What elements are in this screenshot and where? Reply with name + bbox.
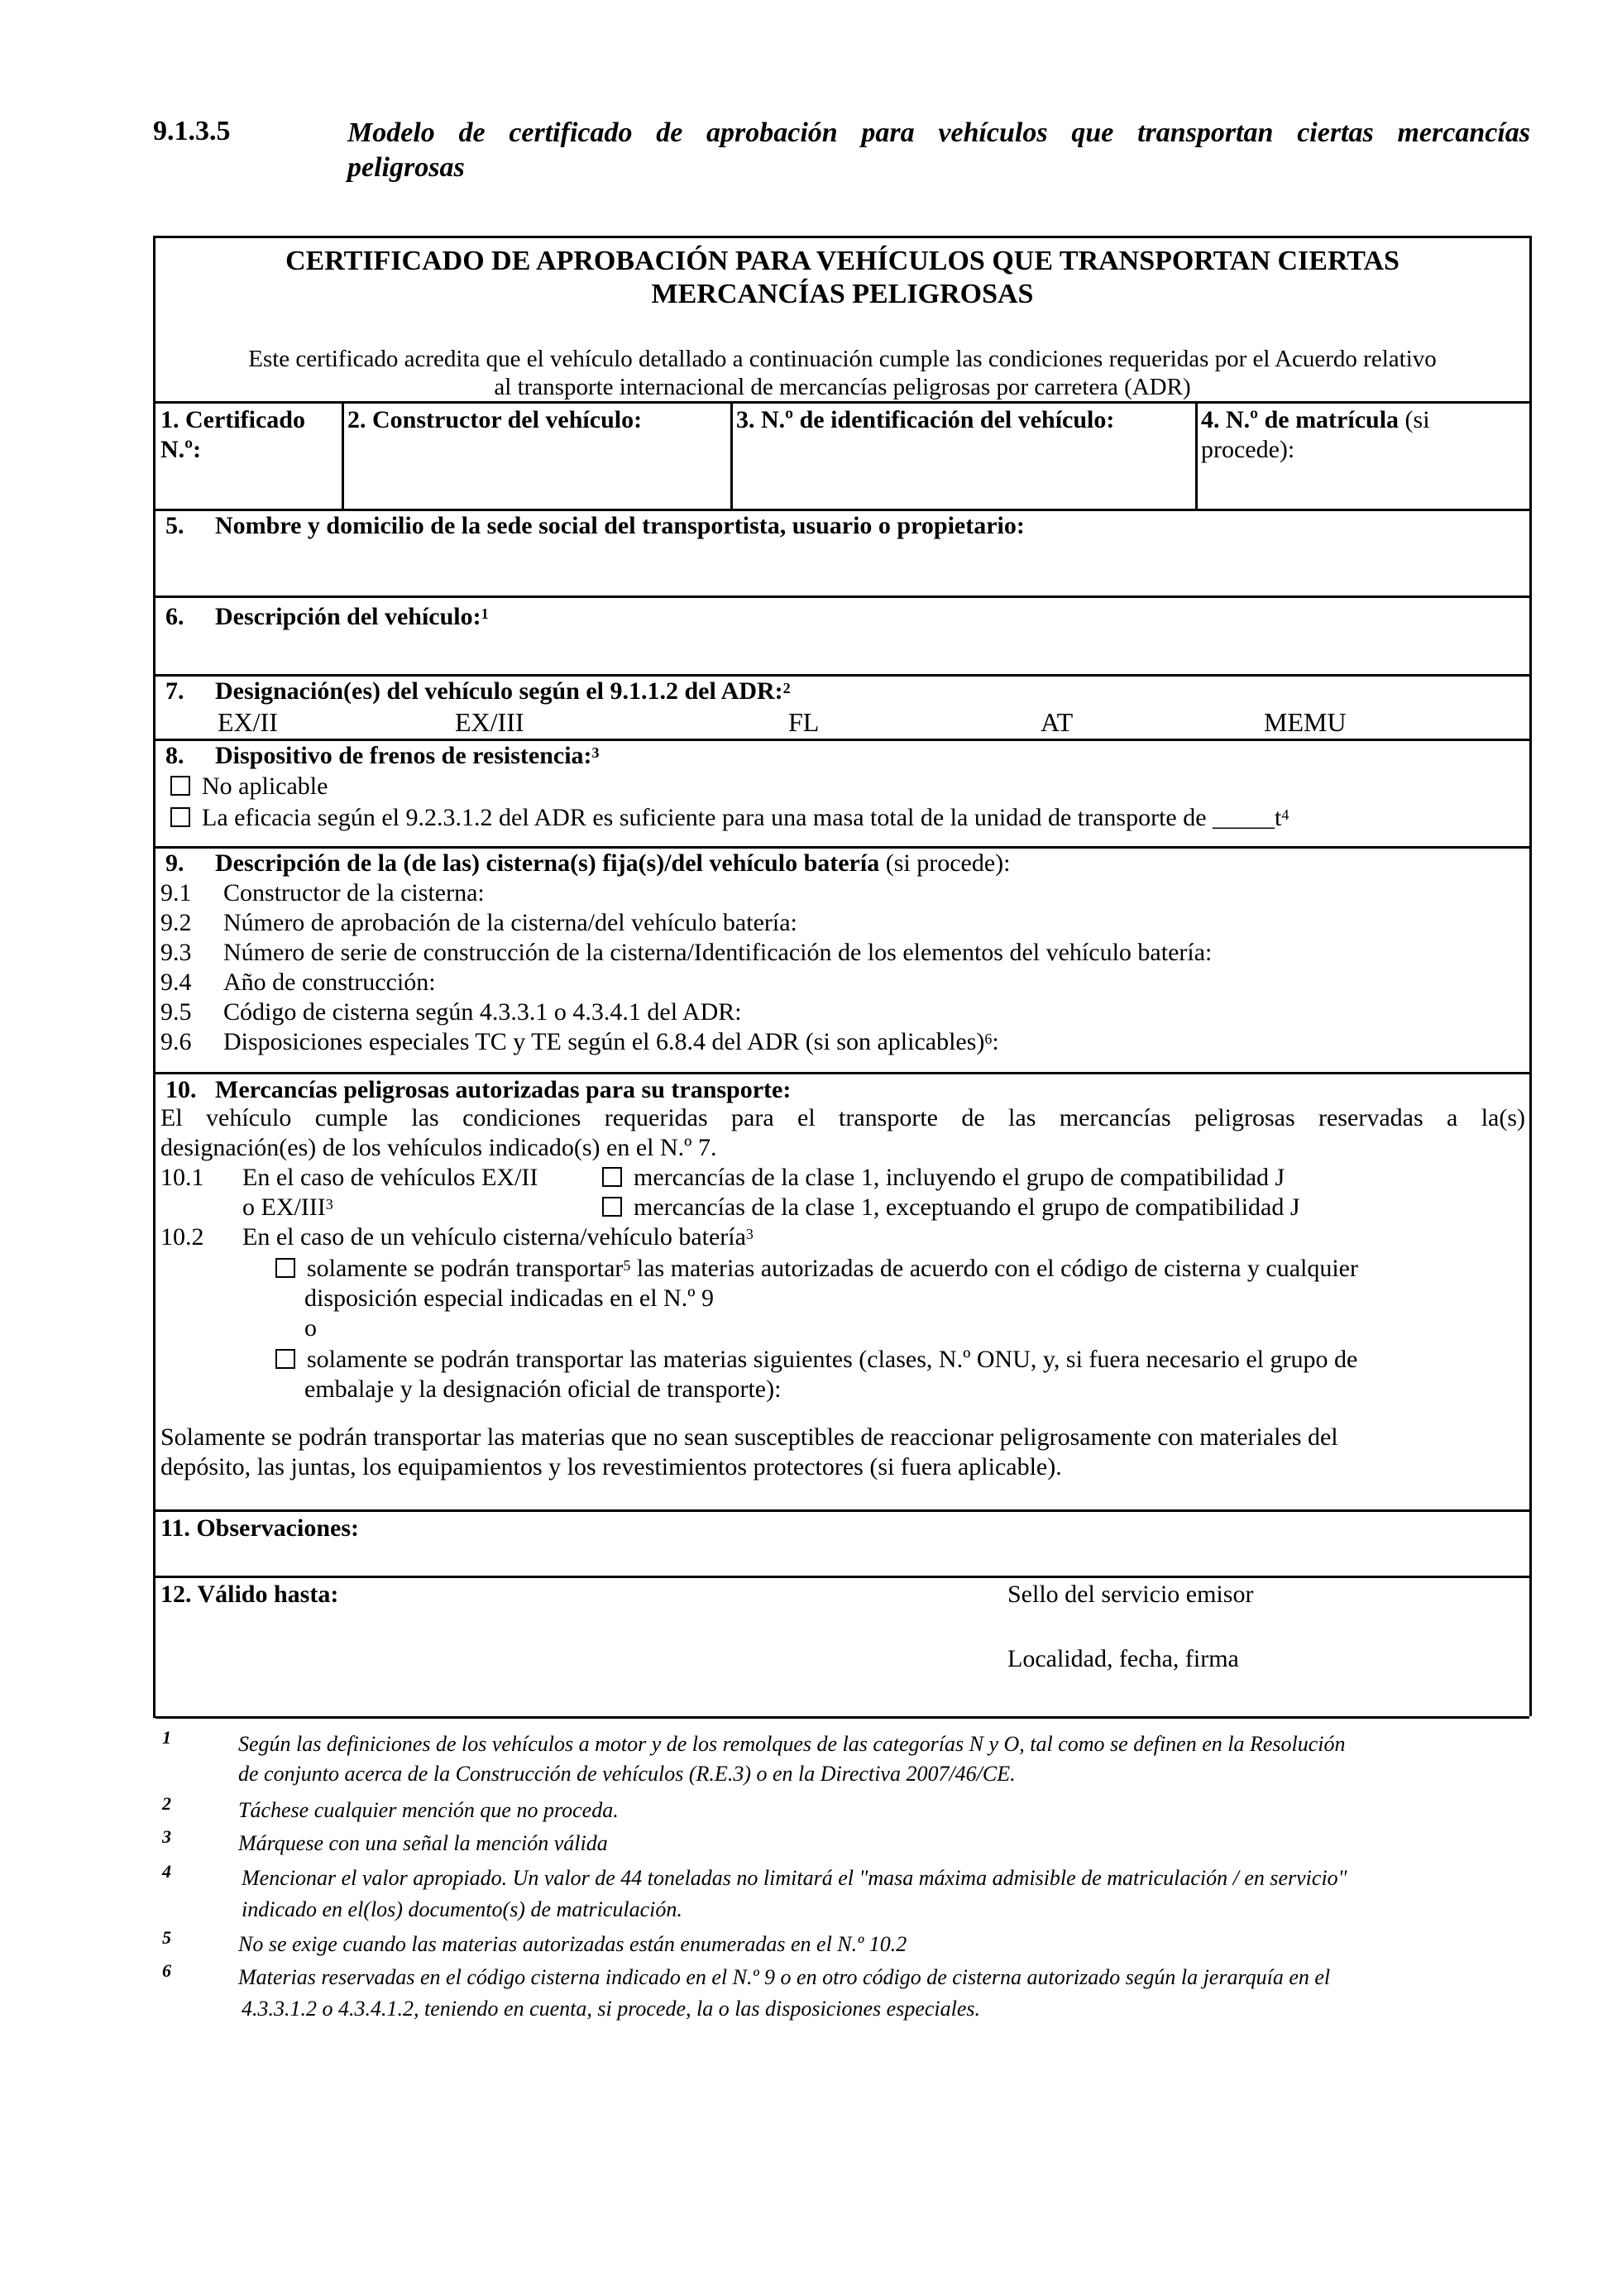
field-10-1-number: 10.1 (160, 1164, 204, 1191)
divider (156, 596, 1529, 598)
option-label-a: solamente se podrán transportar (307, 1255, 624, 1282)
field-7-label (215, 677, 791, 706)
footnote-2-line1: Táchese cualquier mención que no proceda. (238, 1798, 619, 1822)
field-4-label-bold: 4. N.º de matrícula (1201, 406, 1400, 433)
field-10-1-label-line2 (242, 1193, 333, 1222)
section-title (347, 116, 1530, 185)
field-9-6-label: Disposiciones especiales TC y TE según el 6.8.4 del ADR (si son aplicables)$^6$: (223, 1028, 999, 1055)
field-6-label (215, 602, 489, 632)
option-label: La eficacia según el 9.2.3.1.2 del ADR es suficiente para una masa total de la unidad de transporte de _____t (202, 804, 1282, 831)
divider (156, 1072, 1529, 1074)
designation-memu[interactable]: MEMU (1264, 707, 1347, 737)
footnote-3-number: 3 (162, 1826, 171, 1847)
field-8-label (215, 741, 600, 771)
intro-line2: al transporte internacional de mercancías peligrosas por carretera (ADR) (494, 374, 1191, 400)
designation-exii[interactable]: EX/II (218, 707, 278, 737)
option-label-b: las materias autorizadas de acuerdo con el código de cisterna y cualquier (630, 1255, 1358, 1282)
footnote-4-line2: indicado en el(los) documento(s) de matriculación. (242, 1897, 682, 1921)
field-9-4-label: Año de construcción: (223, 969, 436, 996)
field-9-label (215, 849, 1010, 878)
field-9-6-number: 9.6 (160, 1028, 192, 1055)
field-6-number: 6. (165, 603, 184, 630)
field-10-note-line1: Solamente se podrán transportar las materias que no sean susceptibles de reaccionar peligrosamente con materiales del (160, 1423, 1338, 1451)
field-8-text: Dispositivo de frenos de resistencia: (215, 742, 592, 769)
designation-exiii[interactable]: EX/III (455, 707, 524, 737)
section-title-line1: Modelo de certificado de aprobación para vehículos que transportan ciertas mercancías (347, 117, 1530, 148)
certificate-heading-line2: MERCANCÍAS PELIGROSAS (651, 279, 1034, 309)
footnote-5-line1: No se exige cuando las materias autorizadas están enumeradas en el N.º 10.2 (238, 1932, 907, 1956)
designation-fl[interactable]: FL (788, 707, 820, 737)
footnote-ref: 6 (984, 1031, 993, 1047)
option-label: No aplicable (202, 773, 328, 800)
field-10-text-line1: El vehículo cumple las condiciones requeridas para el transporte de las mercancías peligrosas reservadas a la(s) (160, 1104, 1525, 1131)
footnote-ref: 3 (591, 744, 600, 761)
field-10-1-label: En el caso de vehículos EX/II (242, 1164, 538, 1191)
checkbox[interactable] (602, 1197, 622, 1217)
field-11-label: 11. Observaciones: (160, 1514, 359, 1542)
field-10-2-or: o (304, 1314, 317, 1342)
field-10-2-label (242, 1222, 754, 1252)
section-number: 9.1.3.5 (153, 116, 231, 146)
field-10-1-text: o EX/III (242, 1193, 326, 1221)
footnote-1-line1: Según las definiciones de los vehículos a motor y de los remolques de las categorías N y O, tal como se definen en la Resolución (238, 1732, 1346, 1756)
certificate-heading-line1: CERTIFICADO DE APROBACIÓN PARA VEHÍCULOS QUE TRANSPORTAN CIERTAS (285, 246, 1400, 276)
footnote-ref: 5 (623, 1257, 631, 1274)
section-title-line2: peligrosas (347, 152, 465, 183)
field-10-1-option-2 (602, 1193, 1300, 1222)
field-5-label: Nombre y domicilio de la sede social del transportista, usuario o propietario: (215, 512, 1025, 539)
footnote-1-number: 1 (162, 1727, 171, 1748)
field-7-number: 7. (165, 677, 184, 705)
footnote-3-line1: Márquese con una señal la mención válida (238, 1831, 608, 1855)
designation-at[interactable]: AT (1041, 707, 1074, 737)
field-8-option-2 (170, 803, 1289, 833)
footnote-4-number: 4 (162, 1861, 171, 1882)
field-7-text: Designación(es) del vehículo según el 9.1.1.2 del ADR: (215, 677, 783, 705)
checkbox[interactable] (170, 776, 190, 796)
checkbox[interactable] (170, 807, 190, 827)
place-date-signature-label: Localidad, fecha, firma (1007, 1645, 1239, 1672)
option-label: mercancías de la clase 1, exceptuando el grupo de compatibilidad J (634, 1193, 1300, 1221)
field-9-2-number: 9.2 (160, 909, 192, 936)
field-6-text: Descripción del vehículo: (215, 603, 481, 630)
footnote-ref: 3 (745, 1226, 754, 1242)
field-9-5-label: Código de cisterna según 4.3.3.1 o 4.3.4.1 del ADR: (223, 998, 742, 1026)
field-1-label: 1. Certificado (160, 406, 305, 433)
field-2-label: 2. Constructor del vehículo: (347, 406, 643, 433)
field-9-3-label: Número de serie de construcción de la cisterna/Identificación de los elementos del vehículo batería: (223, 939, 1213, 966)
field-9-4-number: 9.4 (160, 969, 192, 996)
checkbox[interactable] (602, 1167, 622, 1187)
divider (730, 401, 733, 509)
footnote-1-line2: de conjunto acerca de la Construcción de vehículos (R.E.3) o en la Directiva 2007/46/CE. (238, 1762, 1016, 1786)
field-10-2-number: 10.2 (160, 1223, 204, 1251)
divider (342, 401, 344, 509)
intro-line1: Este certificado acredita que el vehículo detallado a continuación cumple las condiciones requeridas por el Acuerdo relativo (248, 346, 1437, 372)
divider (1195, 401, 1198, 509)
footnote-6-line2: 4.3.3.1.2 o 4.3.4.1.2, teniendo en cuenta, si procede, la o las disposiciones especiales. (242, 1997, 981, 2021)
field-10-2-option-2-line2: embalaje y la designación oficial de transporte): (304, 1375, 782, 1403)
field-4-label-rest: (si (1399, 406, 1430, 433)
checkbox[interactable] (275, 1258, 295, 1278)
field-9-number: 9. (165, 849, 184, 877)
footnote-ref: 2 (782, 680, 791, 696)
stamp-label: Sello del servicio emisor (1007, 1581, 1254, 1608)
field-5-number: 5. (165, 512, 184, 539)
divider (156, 1509, 1529, 1512)
option-label: solamente se podrán transportar las materias siguientes (clases, N.º ONU, y, si fuera necesario el grupo de (307, 1346, 1358, 1373)
footnote-separator (153, 1716, 509, 1718)
footnote-4-line1: Mencionar el valor apropiado. Un valor de 44 toneladas no limitará el "masa máxima admisible de matriculación / en servicio" (242, 1866, 1347, 1890)
field-8-number: 8. (165, 742, 184, 769)
divider (156, 1576, 1529, 1578)
field-9-1-label: Constructor de la cisterna: (223, 879, 485, 906)
field-9-6-text: Disposiciones especiales TC y TE según el 6.8.4 del ADR (si son aplicables) (223, 1028, 985, 1055)
field-4-label-line2: procede): (1201, 436, 1295, 463)
field-9-2-label: Número de aprobación de la cisterna/del vehículo batería: (223, 909, 797, 936)
footnote-5-number: 5 (162, 1927, 171, 1948)
field-10-label: Mercancías peligrosas autorizadas para su transporte: (215, 1076, 792, 1103)
field-9-5-number: 9.5 (160, 998, 192, 1026)
field-9-text-bold: Descripción de la (de las) cisterna(s) fija(s)/del vehículo batería (215, 849, 880, 877)
field-1-label-line2: N.º: (160, 436, 202, 463)
field-9-3-number: 9.3 (160, 939, 192, 966)
field-9-1-number: 9.1 (160, 879, 192, 906)
footnote-ref: 3 (325, 1196, 333, 1213)
footnote-6-line1: Materias reservadas en el código cisterna indicado en el N.º 9 o en otro código de cisterna autorizado según la jerarquía en el (238, 1965, 1331, 1989)
field-4-label (1201, 405, 1430, 435)
footnote-2-number: 2 (162, 1793, 171, 1814)
option-label: mercancías de la clase 1, incluyendo el grupo de compatibilidad J (634, 1164, 1285, 1191)
field-10-text-line2: designación(es) de los vehículos indicado(s) en el N.º 7. (160, 1134, 717, 1161)
field-9-text-rest: (si procede): (879, 849, 1011, 877)
field-10-2-text: En el caso de un vehículo cisterna/vehículo batería (242, 1223, 746, 1251)
field-12-label: 12. Válido hasta: (160, 1581, 339, 1608)
field-10-number: 10. (165, 1076, 197, 1103)
footnote-6-number: 6 (162, 1960, 171, 1981)
field-10-note-line2: depósito, las juntas, los equipamientos y los revestimientos protectores (si fuera aplicable). (160, 1453, 1062, 1480)
field-8-option-1 (170, 772, 328, 801)
checkbox[interactable] (275, 1349, 295, 1369)
field-10-2-option-1 (275, 1254, 1358, 1284)
field-10-2-option-1-line2: disposición especial indicadas en el N.º 9 (304, 1284, 714, 1312)
field-10-1-option-1 (602, 1163, 1285, 1193)
field-10-2-option-2 (275, 1345, 1357, 1375)
certificate-form (153, 236, 1532, 1716)
footnote-ref: 4 (1281, 806, 1289, 823)
field-3-label: 3. N.º de identificación del vehículo: (736, 406, 1115, 433)
footnote-ref: 1 (481, 605, 489, 622)
